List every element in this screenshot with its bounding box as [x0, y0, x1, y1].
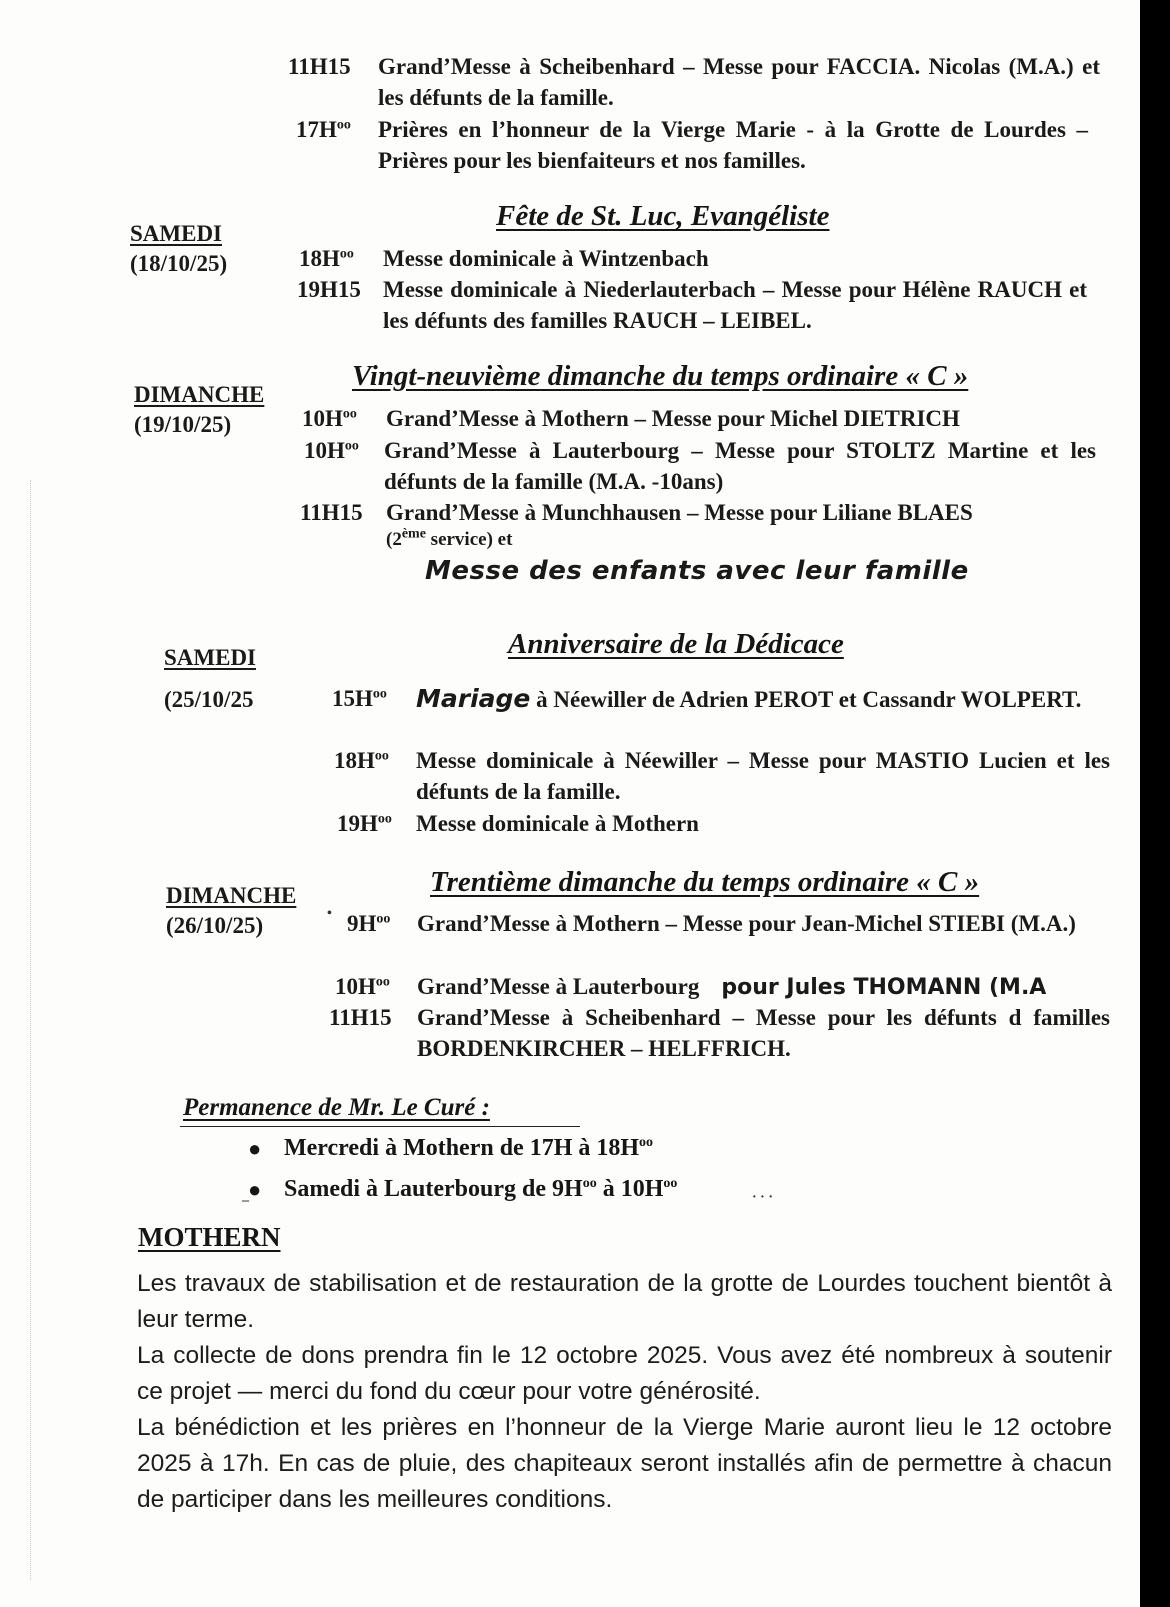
entry-time: $10H^{oo}$: [302, 406, 357, 431]
mariage-label: Mariage: [416, 684, 531, 713]
day-label: SAMEDI (25/10/25: [164, 645, 257, 712]
entry-time: $18H^{oo}$: [334, 748, 389, 773]
children-mass-note: Messe des enfants avec leur famille: [425, 556, 969, 586]
entry-text: Grand’Messe à Lauterbourg – Messe pour STOLTZ Martine et les défunts de la famille (M.A. -10ans): [384, 438, 1096, 494]
day-label: DIMANCHE (19/10/25): [134, 382, 265, 437]
paragraph: La collecte de dons prendra fin le 12 octobre 2025. Vous avez été nombreux à soutenir ce projet — merci du fond du cœur pour votre générosité.: [137, 1342, 1112, 1405]
handwritten-addition: pour Jules THOMANN (M.A: [721, 975, 1047, 1000]
entry-text: Mariage à Néewiller de Adrien PEROT et Cassandr WOLPERT.: [416, 684, 1082, 713]
bullet-icon: ●: [248, 1177, 262, 1202]
entry-time: $19H^{oo}$: [337, 811, 392, 836]
entry-text: Grand’Messe à Mothern – Messe pour Jean-Michel STIEBI (M.A.): [417, 911, 1076, 936]
feast-title: Trentième dimanche du temps ordinaire « C »: [430, 866, 980, 898]
permanence-list: [240, 1128, 677, 1210]
feast-title: Vingt-neuvième dimanche du temps ordinaire « C »: [352, 360, 969, 392]
entry-text: Grand’Messe à Munchhausen – Messe pour Liliane BLAES $^{(2^{ème} service) et}$: [386, 500, 973, 550]
entry-time: $18H^{oo}$: [299, 246, 354, 271]
page-edge-dots: [30, 480, 31, 1580]
stray-mark: –: [242, 1193, 249, 1208]
day-label: SAMEDI (18/10/25): [130, 221, 228, 276]
entry-time: $10H^{oo}$: [335, 974, 390, 999]
entry-text: Messe dominicale à Niederlauterbach – Messe pour Hélène RAUCH et les défunts des familles RAUCH – LEIBEL.: [383, 277, 1087, 333]
entry-time: $9H^{oo}$: [347, 911, 391, 936]
entry-time: 11H15: [329, 1005, 392, 1030]
section-heading: MOTHERN: [138, 1222, 281, 1252]
entry-text: Messe dominicale à Mothern: [416, 811, 699, 836]
bullet-icon: ●: [248, 1136, 262, 1161]
entry-time: $15H^{oo}$: [332, 686, 387, 711]
entry-time: $10H^{oo}$: [304, 438, 359, 463]
list-item: ● Samedi à Lauterbourg de $9H^{oo}$ à $10H^{oo}$: [240, 1169, 677, 1210]
permanence-divider: [180, 1126, 580, 1127]
day-label: DIMANCHE (26/10/25): [166, 883, 297, 938]
mothern-text: [137, 1266, 1112, 1518]
feast-title: Anniversaire de la Dédicace: [508, 628, 844, 660]
paragraph: Les travaux de stabilisation et de restauration de la grotte de Lourdes touchent bientôt à leur terme.: [137, 1270, 1112, 1333]
entry-text: Grand’Messe à Mothern – Messe pour Michel DIETRICH: [386, 406, 960, 431]
entry-text: Grand’Messe à Lauterbourg pour Jules THOMANN (M.A: [417, 974, 1047, 1000]
entry-time: 19H15: [297, 277, 361, 302]
entry-text: Prières en l’honneur de la Vierge Marie - à la Grotte de Lourdes – Prières pour les bienfaiteurs et nos familles.: [378, 117, 1088, 173]
entry-text: Grand’Messe à Scheibenhard – Messe pour FACCIA. Nicolas (M.A.) et les défunts de la famille.: [378, 54, 1100, 110]
entry-time: 11H15: [288, 54, 351, 79]
feast-title: Fête de St. Luc, Evangéliste: [496, 200, 830, 232]
permanence-title: Permanence de Mr. Le Curé :: [183, 1094, 490, 1121]
entry-time: $17H^{oo}$: [296, 117, 351, 142]
paragraph: La bénédiction et les prières en l’honneur de la Vierge Marie auront lieu le 12 octobre 2025 à 17h. En cas de pluie, des chapiteaux seront installés afin de permettre à chacun de participer dans les meilleures conditions.: [137, 1414, 1112, 1513]
entry-text: Messe dominicale à Wintzenbach: [383, 246, 709, 271]
entry-time: 11H15: [300, 500, 363, 525]
entry-text: Grand’Messe à Scheibenhard – Messe pour les défunts d familles BORDENKIRCHER – HELFFRICH.: [417, 1005, 1110, 1061]
stray-mark: •: [327, 906, 332, 921]
stray-mark: · · ·: [752, 1190, 774, 1205]
entry-text: Messe dominicale à Néewiller – Messe pour MASTIO Lucien et les défunts de la famille.: [416, 748, 1110, 804]
list-item: ● Mercredi à Mothern de 17H à $18H^{oo}$: [240, 1128, 677, 1169]
